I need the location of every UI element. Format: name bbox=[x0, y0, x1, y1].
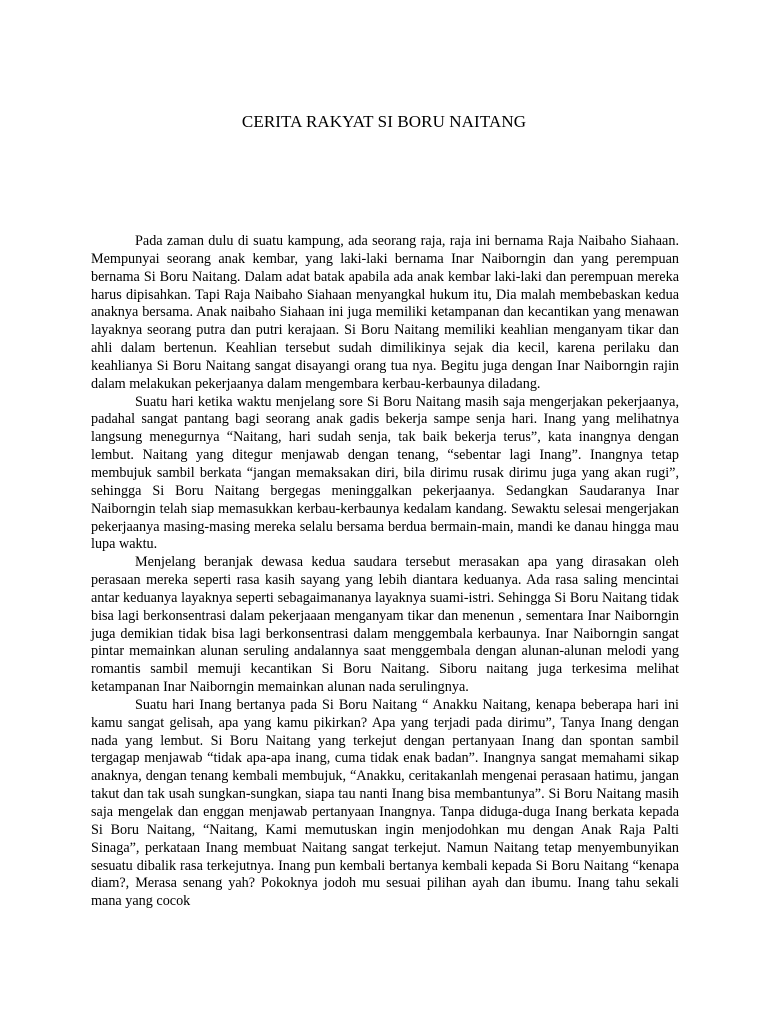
paragraph-3: Menjelang beranjak dewasa kedua saudara tersebut merasakan apa yang dirasakan oleh perasaan mereka seperti rasa kasih sayang yang lebih diantara keduanya. Ada rasa saling mencintai antar keduanya layaknya seperti sebagaimananya layaknya suami-istri. Sehingga Si Boru Naitang tidak bisa lagi berkonsentrasi dalam pekerjaaan menganyam tikar dan menenun , sementara Inar Naiborngin juga demikian tidak bisa lagi berkonsentrasi dalam menggembala kerbaunya. Inar Naiborngin sangat pintar memainkan alunan seruling andalannya saat menggembala dengan alunan-alunan melodi yang romantis sambil memuji kecantikan Si Boru Naitang. Siboru naitang juga terkesima melihat ketampanan Inar Naiborngin memainkan alunan nada serulingnya. bbox=[91, 554, 679, 696]
document-title: CERITA RAKYAT SI BORU NAITANG bbox=[241, 112, 527, 131]
paragraph-1: Pada zaman dulu di suatu kampung, ada seorang raja, raja ini bernama Raja Naibaho Siahaan. Mempunyai seorang anak kembar, yang laki-laki bernama Inar Naiborngin dan yang perempuan bernama Si Boru Naitang. Dalam adat batak apabila ada anak kembar laki-laki dan perempuan mereka harus dipisahkan. Tapi Raja Naibaho Siahaan menyangkal hukum itu, Dia malah membebaskan kedua anaknya bersama. Anak naibaho Siahaan ini juga memiliki ketampanan dan kecantikan yang menawan layaknya seorang putra dan putri kerajaan. Si Boru Naitang memiliki keahlian menganyam tikar dan ahli dalam bertenun. Keahlian tersebut sudah dimilikinya sejak dia kecil, karena perilaku dan keahlianya Si Boru Naitang sangat disayangi orang tua nya. Begitu juga dengan Inar Naiborngin rajin dalam melakukan pekerjaanya dalam mengembara kerbau-kerbaunya diladang. bbox=[91, 233, 679, 392]
document-body bbox=[91, 233, 679, 911]
paragraph-2: Suatu hari ketika waktu menjelang sore Si Boru Naitang masih saja mengerjakan pekerjaanya, padahal sangat pantang bagi seorang anak gadis bekerja sampe senja hari. Inang yang melihatnya langsung menegurnya “Naitang, hari sudah senja, tak baik bekerja terus”, kata inangnya dengan lembut. Naitang yang ditegur menjawab dengan tenang, “sebentar lagi Inang”. Inangnya tetap membujuk sambil berkata “jangan memaksakan diri, bila dirimu rusak dirimu juga yang akan rugi”, sehingga Si Boru Naitang bergegas meninggalkan pekerjaanya. Sedangkan Saudaranya Inar Naiborngin telah siap memasukkan kerbau-kerbaunya kedalam kandang. Sewaktu selesai mengerjakan pekerjaanya masing-masing mereka selalu bersama berdua bermain-main, mandi ke danau hingga mau lupa waktu. bbox=[91, 393, 679, 553]
paragraph-4: Suatu hari Inang bertanya pada Si Boru Naitang “ Anakku Naitang, kenapa beberapa hari ini kamu sangat gelisah, apa yang kamu pikirkan? Apa yang terjadi pada dirimu”, Tanya Inang dengan nada yang lembut. Si Boru Naitang yang terkejut dengan pertanyaan Inang dan spontan sambil tergagap menjawab “tidak apa-apa inang, cuma tidak enak badan”. Inangnya sangat memahami sikap anaknya, dengan tenang kembali membujuk, “Anakku, ceritakanlah mengenai perasaan hatimu, jangan takut dan tak usah sungkan-sungkan, siapa tau nanti Inang bisa membantunya”. Si Boru Naitang masih saja mengelak dan enggan menjawab pertanyaan Inangnya. Tanpa diduga-duga Inang berkata kepada Si Boru Naitang, “Naitang, Kami memutuskan ingin menjodohkan mu dengan Anak Raja Palti Sinaga”, perkataan Inang membuat Naitang sangat terkejut. Namun Naitang tetap menyembunyikan sesuatu dibalik rasa terkejutnya. Inang pun kembali bertanya kembali kepada Si Boru Naitang “kenapa diam?, Merasa senang yah? Pokoknya jodoh mu sesuai pilihan ayah dan ibumu. Inang tahu sekali mana yang cocok bbox=[91, 696, 679, 910]
